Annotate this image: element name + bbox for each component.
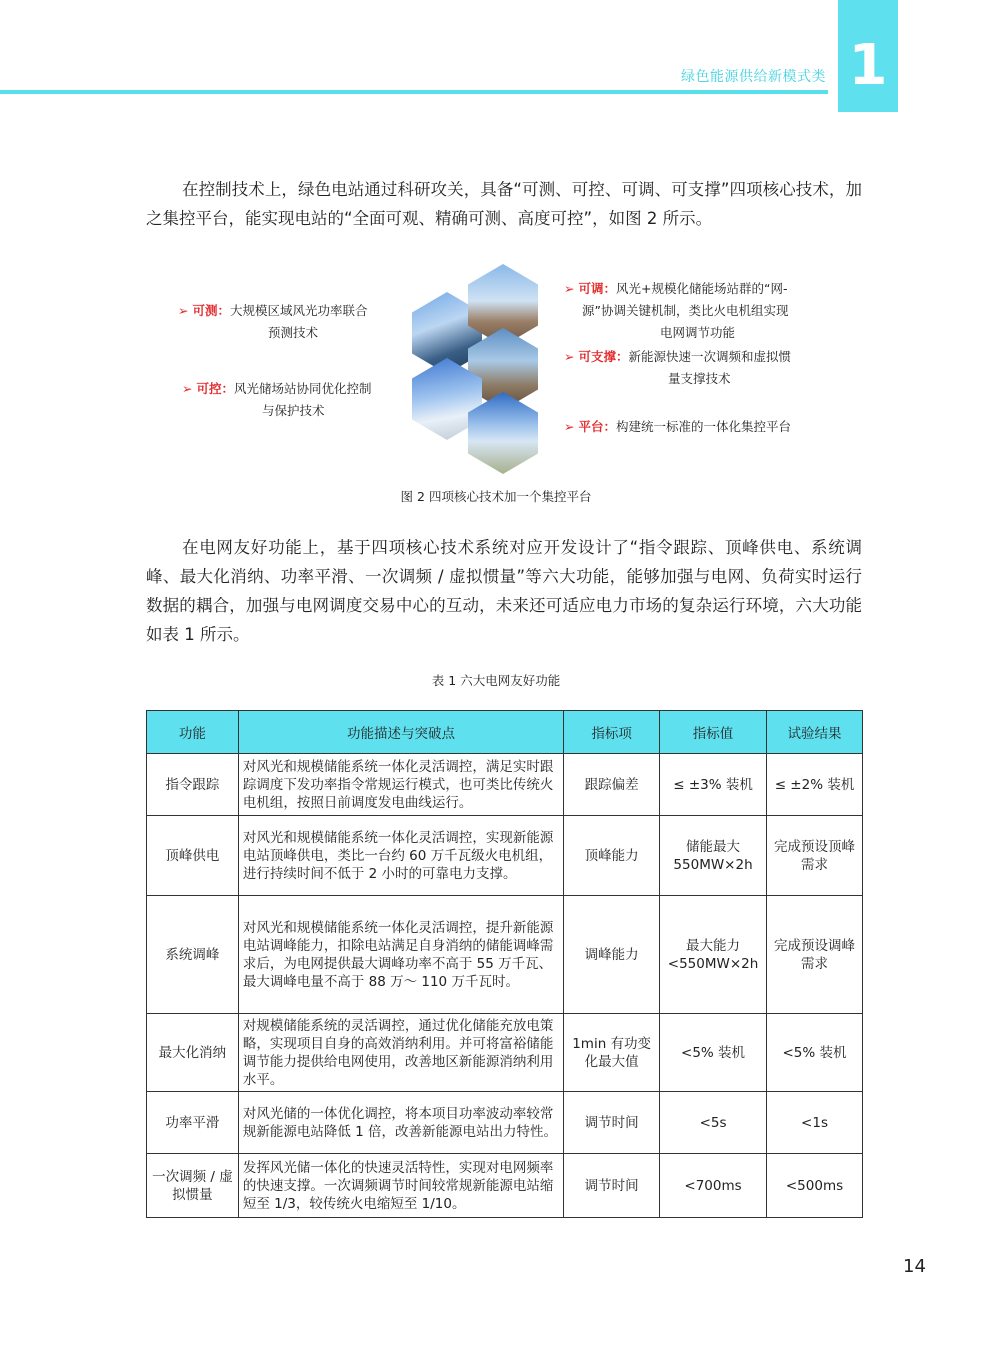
bullet-adjustable: ➢ 可调：风光+规模化储能场站群的“网- 源”协调关键机制，类比火电机组实现 电网调节功能 <box>564 281 789 340</box>
table-row: 顶峰供电 对风光和规模储能系统一体化灵活调控，实现新能源电站顶峰供电，类比一台约 60 万千瓦级火电机组，进行持续时间不低于 2 小时的可靠电力支撑。 顶峰能力 储能最大 550MW×2h 完成预设顶峰需求 <box>147 816 863 896</box>
header-title: 绿色能源供给新模式类 <box>681 69 826 85</box>
header-metric: 指标项 <box>564 711 660 754</box>
arrow-icon: ➢ <box>564 349 575 364</box>
table-caption: 表 1 六大电网友好功能 <box>431 673 561 688</box>
header-function: 功能 <box>147 711 239 754</box>
header-value: 指标值 <box>660 711 767 754</box>
table-row: 指令跟踪 对风光和规模储能系统一体化灵活调控，满足实时跟踪调度下发功率指令常规运行模式，也可类比传统火电机组，按照日前调度发电曲线运行。 跟踪偏差 ≤ ±3% 装机 ≤ ±2% 装机 <box>147 754 863 816</box>
table-row: 功率平滑 对风光储的一体优化调控，将本项目功率波动率较常规新能源电站降低 1 倍，改善新能源电站出力特性。 调节时间 <5s <1s <box>147 1092 863 1154</box>
table-row: 一次调频 / 虚拟惯量 发挥风光储一体化的快速灵活特性，实现对电网频率的快速支撑。一次调频调节时间较常规新能源电站缩短至 1/3，较传统火电缩短至 1/10。 调节时间 <700ms <500ms <box>147 1154 863 1218</box>
header-result: 试验结果 <box>767 711 863 754</box>
paragraph-control-tech: 在控制技术上，绿色电站通过科研攻关，具备“可测、可控、可调、可支撑”四项核心技术，加之集控平台，能实现电站的“全面可观、精确可测、高度可控”，如图 2 所示。 <box>146 180 862 228</box>
chapter-number: 1 <box>848 33 888 98</box>
header-rule <box>0 90 828 94</box>
figure-caption: 图 2 四项核心技术加一个集控平台 <box>400 489 592 504</box>
table-row: 系统调峰 对风光和规模储能系统一体化灵活调控，提升新能源电站调峰能力，扣除电站满足自身消纳的储能调峰需求后，为电网提供最大调峰功率不高于 55 万千瓦、最大调峰电量不高于 88 万～ 110 万千瓦时。 调峰能力 最大能力 <550MW×2h 完成预设调峰需求 <box>147 896 863 1014</box>
paragraph-grid-friendly: 在电网友好功能上，基于四项核心技术系统对应开发设计了“指令跟踪、顶峰供电、系统调峰、最大化消纳、功率平滑、一次调频 / 虚拟惯量”等六大功能，能够加强与电网、负荷实时运行数据的耦合，加强与电网调度交易中心的互动，未来还可适应电力市场的复杂运行环境，六大功能如表 1 所示。 <box>146 538 862 644</box>
bullet-controllable: ➢ 可控：风光储场站协同优化控制 与保护技术 <box>182 381 372 418</box>
arrow-icon: ➢ <box>564 281 575 296</box>
figure-core-tech <box>172 262 842 460</box>
table-header-row <box>147 711 863 754</box>
arrow-icon: ➢ <box>178 303 189 318</box>
arrow-icon: ➢ <box>564 419 575 434</box>
chapter-tab <box>838 0 898 112</box>
header-description: 功能描述与突破点 <box>238 711 563 754</box>
bullet-supportable: ➢ 可支撑：新能源快速一次调频和虚拟惯 量支撑技术 <box>564 349 792 386</box>
functions-table <box>146 710 863 1218</box>
bullet-measurable: ➢ 可测：大规模区域风光功率联合 预测技术 <box>178 303 368 340</box>
table-row: 最大化消纳 对规模储能系统的灵活调控，通过优化储能充放电策略，实现项目自身的高效消纳利用。并可将富裕储能调节能力提供给电网使用，改善地区新能源消纳利用水平。 1min 有功变化最大值 <5% 装机 <5% 装机 <box>147 1014 863 1092</box>
arrow-icon: ➢ <box>182 381 193 396</box>
bullet-platform: ➢ 平台：构建统一标准的一体化集控平台 <box>564 419 792 434</box>
page-number: 14 <box>903 1256 926 1277</box>
